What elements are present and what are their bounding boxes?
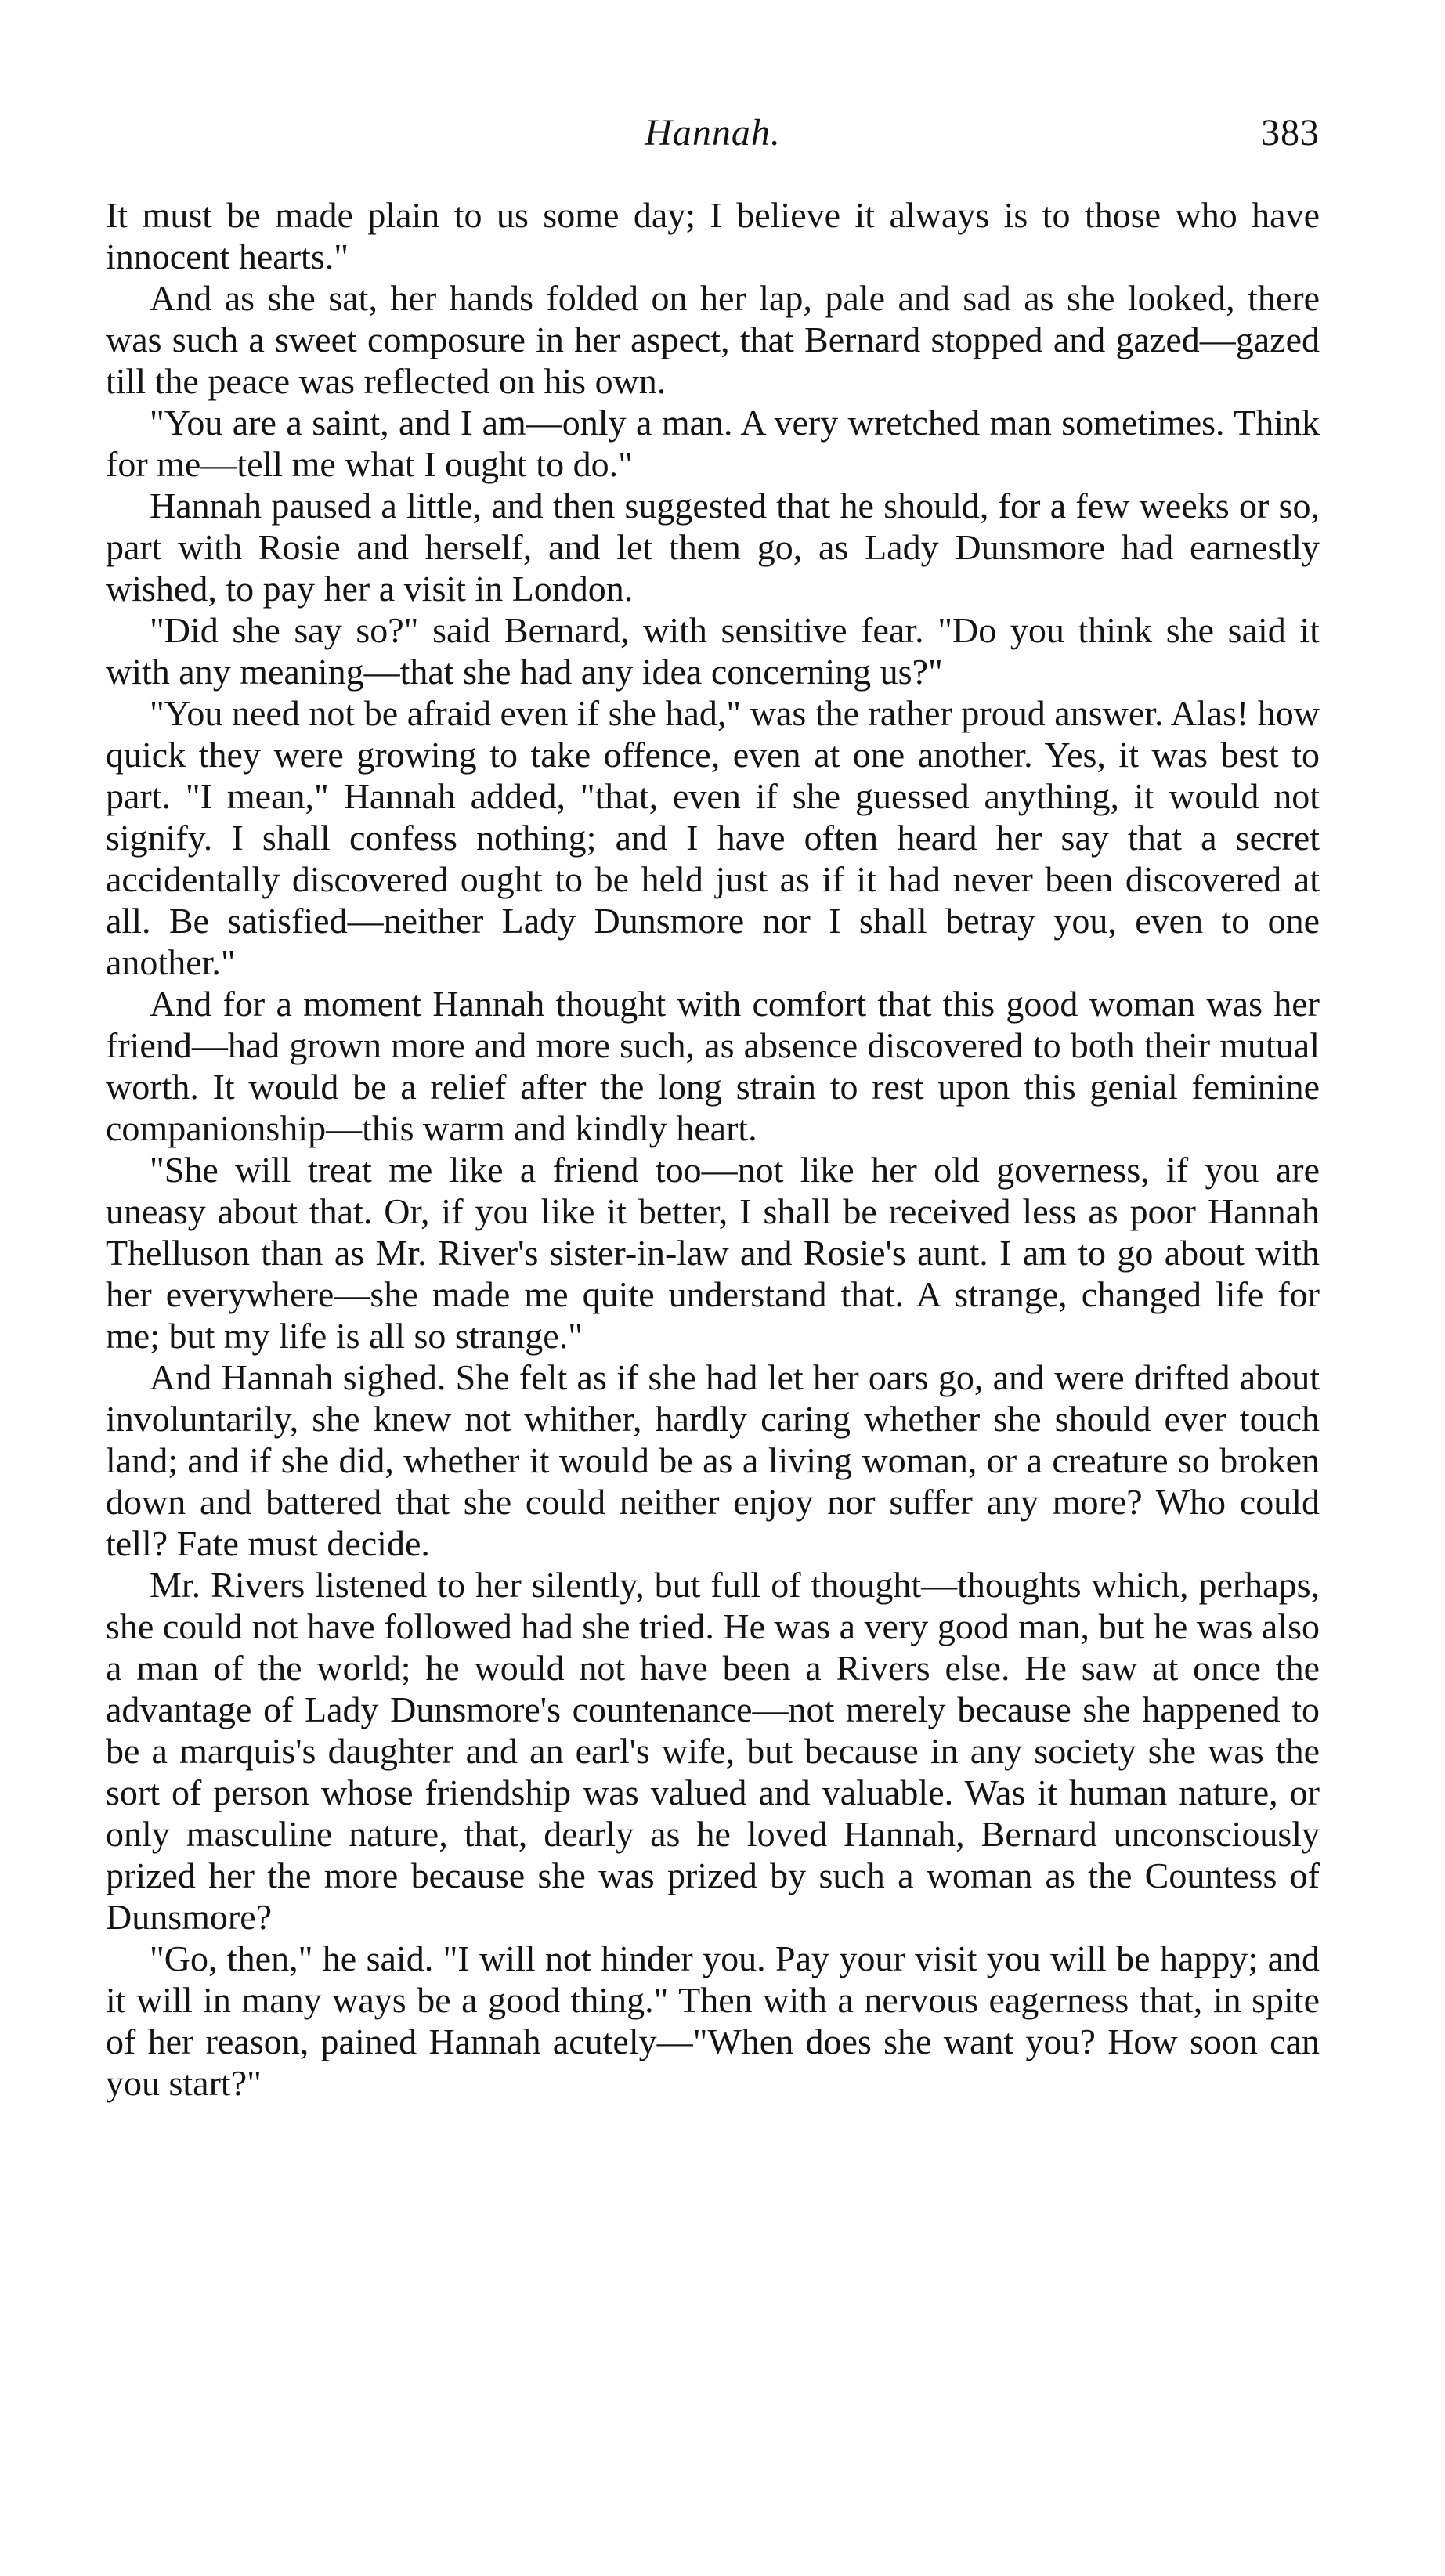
paragraph: Hannah paused a little, and then suggested that he should, for a few weeks or so, part with Rosie and herself, and let them go, as Lady Dunsmore had earnestly wished, to pay her a visit in London. bbox=[106, 486, 1320, 609]
paragraph: Mr. Rivers listened to her silently, but full of thought—thoughts which, perhaps, she could not have followed had she tried. He was a very good man, but he was also a man of the world; he would not have been a Rivers else. He saw at once the advantage of Lady Dunsmore's countenance—not merely because she happened to be a marquis's daughter and an earl's wife, but because in any society she was the sort of person whose friendship was valued and valuable. Was it human nature, or only masculine nature, that, dearly as he loved Hannah, Bernard unconsciously prized her the more because she was prized by such a woman as the Countess of Dunsmore? bbox=[106, 1565, 1320, 1937]
body-text bbox=[106, 194, 1320, 2104]
running-title: Hannah. bbox=[645, 112, 781, 154]
paragraph: "She will treat me like a friend too—not like her old governess, if you are uneasy about that. Or, if you like it better, I shall be received less as poor Hannah Thelluson than as Mr. River's sister-in-law and Rosie's aunt. I am to go about with her everywhere—she made me quite understand that. A strange, changed life for me; but my life is all so strange." bbox=[106, 1150, 1320, 1356]
paragraph: "Go, then," he said. "I will not hinder you. Pay your visit you will be happy; and it will in many ways be a good thing." Then with a nervous eagerness that, in spite of her reason, pained Hannah acutely—"When does she want you? How soon can you start?" bbox=[106, 1938, 1320, 2103]
paragraph: "You are a saint, and I am—only a man. A very wretched man sometimes. Think for me—tell me what I ought to do." bbox=[106, 403, 1320, 484]
paragraph: And as she sat, her hands folded on her lap, pale and sad as she looked, there was such a sweet composure in her aspect, that Bernard stopped and gazed—gazed till the peace was reflected on his own. bbox=[106, 278, 1320, 401]
paragraph: It must be made plain to us some day; I believe it always is to those who have innocent hearts." bbox=[106, 195, 1320, 276]
paragraph: And Hannah sighed. She felt as if she had let her oars go, and were drifted about involuntarily, she knew not whither, hardly caring whether she should ever touch land; and if she did, whether it would be as a living woman, or a creature so broken down and battered that she could neither enjoy nor suffer any more? Who could tell? Fate must decide. bbox=[106, 1357, 1320, 1563]
paragraph: And for a moment Hannah thought with comfort that this good woman was her friend—had grown more and more such, as absence discovered to both their mutual worth. It would be a relief after the long strain to rest upon this genial feminine companionship—this warm and kindly heart. bbox=[106, 984, 1320, 1148]
paragraph: "You need not be afraid even if she had," was the rather proud answer. Alas! how quick they were growing to take offence, even at one another. Yes, it was best to part. "I mean," Hannah added, "that, even if she guessed anything, it would not signify. I shall confess nothing; and I have often heard her say that a secret accidentally discovered ought to be held just as if it had never been discovered at all. Be satisfied—neither Lady Dunsmore nor I shall betray you, even to one another." bbox=[106, 693, 1320, 982]
page-number: 383 bbox=[1261, 112, 1320, 154]
paragraph: "Did she say so?" said Bernard, with sensitive fear. "Do you think she said it with any meaning—that she had any idea concerning us?" bbox=[106, 610, 1320, 692]
running-head bbox=[106, 110, 1320, 164]
